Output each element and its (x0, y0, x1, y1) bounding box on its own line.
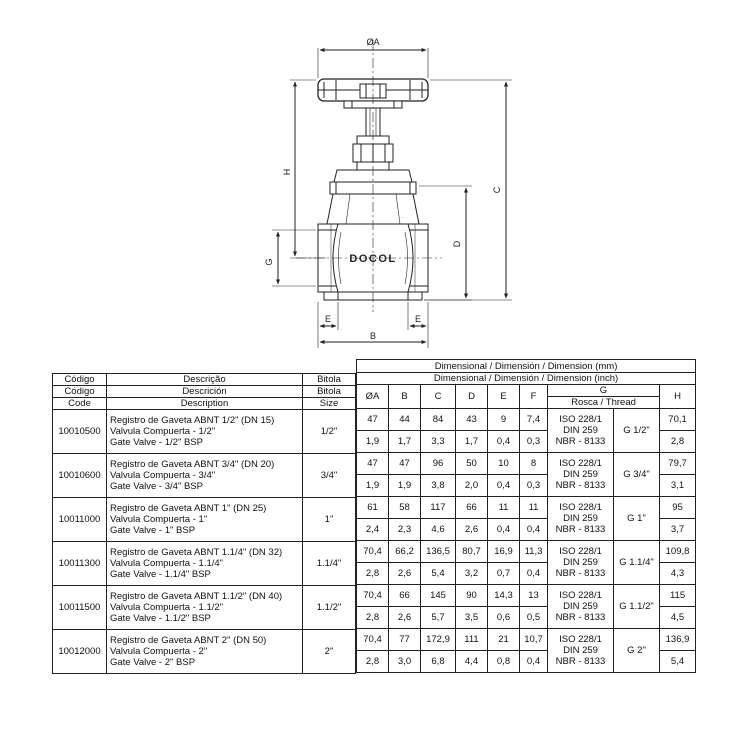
value-inch: 4,4 (456, 651, 488, 673)
description-line: Registro de Gaveta ABNT 2" (DN 50) (110, 635, 267, 646)
value-h-inch: 3,7 (660, 519, 696, 541)
value-inch: 0,4 (520, 651, 548, 673)
value-h-mm: 136,9 (660, 629, 696, 651)
thread-standard (548, 585, 614, 629)
description-line: Gate Valve - 1.1/2" BSP (110, 613, 211, 624)
value-h-inch: 4,5 (660, 607, 696, 629)
description-line: Valvula Compuerta - 1.1/2" (110, 602, 224, 613)
thread-standard-line: NBR - 8133 (555, 480, 606, 491)
thread-standard-line: ISO 228/1 (559, 458, 602, 469)
value-mm: 21 (488, 629, 520, 651)
product-info-table (52, 373, 356, 674)
product-size: 2" (303, 630, 356, 674)
thread-standard-line: DIN 259 (563, 645, 598, 656)
value-mm: 96 (421, 453, 456, 475)
product-code: 10010600 (53, 454, 107, 498)
product-code: 10011500 (53, 586, 107, 630)
product-code: 10012000 (53, 630, 107, 674)
thread-standard-line: NBR - 8133 (555, 568, 606, 579)
header-col-g: G (548, 385, 660, 397)
value-mm: 80,7 (456, 541, 488, 563)
value-inch: 3,0 (389, 651, 421, 673)
header-dimension-inch: Dimensional / Dimensión / Dimension (inch) (357, 373, 696, 385)
value-mm: 47 (389, 453, 421, 475)
value-inch: 2,8 (357, 607, 389, 629)
value-h-mm: 115 (660, 585, 696, 607)
description-line: Registro de Gaveta ABNT 1.1/2" (DN 40) (110, 591, 283, 602)
value-inch: 3,8 (421, 475, 456, 497)
product-code: 10011000 (53, 498, 107, 542)
header-col-e: E (488, 385, 520, 409)
header-col-f: F (520, 385, 548, 409)
value-h-inch: 5,4 (660, 651, 696, 673)
description-line: Valvula Compuerta - 3/4" (110, 470, 216, 481)
product-row (53, 630, 356, 674)
value-inch: 0,8 (488, 651, 520, 673)
value-mm: 9 (488, 409, 520, 431)
product-size: 1.1/4" (303, 542, 356, 586)
value-h-inch: 3,1 (660, 475, 696, 497)
value-mm: 70,4 (357, 585, 389, 607)
thread-standard-line: NBR - 8133 (555, 436, 606, 447)
thread-size: G 2" (614, 629, 660, 673)
thread-standard-line: DIN 259 (563, 513, 598, 524)
label-g: G (264, 258, 274, 266)
gate-valve-drawing (0, 0, 730, 360)
thread-standard (548, 453, 614, 497)
value-mm: 145 (421, 585, 456, 607)
value-h-mm: 79,7 (660, 453, 696, 475)
value-inch: 0,3 (520, 431, 548, 453)
product-description (107, 542, 303, 586)
thread-size: G 3/4" (614, 453, 660, 497)
dimension-row-mm (357, 541, 696, 563)
value-mm: 61 (357, 497, 389, 519)
header-thread: Rosca / Thread (548, 397, 660, 409)
product-row (53, 454, 356, 498)
header-description: Description (107, 398, 303, 410)
product-description (107, 586, 303, 630)
value-inch: 2,6 (389, 607, 421, 629)
thread-standard-line: NBR - 8133 (555, 656, 606, 667)
value-mm: 50 (456, 453, 488, 475)
value-mm: 11 (520, 497, 548, 519)
value-h-mm: 109,8 (660, 541, 696, 563)
value-mm: 11,3 (520, 541, 548, 563)
header-row-inch (357, 373, 696, 385)
header-code: Code (53, 398, 107, 410)
thread-standard (548, 629, 614, 673)
header-col-h: H (660, 385, 696, 409)
value-mm: 84 (421, 409, 456, 431)
description-line: Gate Valve - 3/4" BSP (110, 481, 203, 492)
label-dia-a: ØA (366, 37, 380, 47)
value-mm: 136,5 (421, 541, 456, 563)
thread-size: G 1" (614, 497, 660, 541)
value-inch: 0,5 (520, 607, 548, 629)
value-mm: 117 (421, 497, 456, 519)
value-inch: 1,9 (357, 431, 389, 453)
value-mm: 58 (389, 497, 421, 519)
value-mm: 13 (520, 585, 548, 607)
description-line: Registro de Gaveta ABNT 1/2" (DN 15) (110, 415, 275, 426)
value-inch: 0,3 (520, 475, 548, 497)
product-size: 1.1/2" (303, 586, 356, 630)
product-size: 1" (303, 498, 356, 542)
product-code: 10010500 (53, 410, 107, 454)
product-row (53, 542, 356, 586)
thread-standard-line: DIN 259 (563, 425, 598, 436)
left-header-row (53, 386, 356, 398)
value-inch: 3,2 (456, 563, 488, 585)
value-mm: 172,9 (421, 629, 456, 651)
value-inch: 1,9 (357, 475, 389, 497)
value-inch: 0,4 (488, 519, 520, 541)
value-mm: 43 (456, 409, 488, 431)
value-h-inch: 2,8 (660, 431, 696, 453)
thread-standard (548, 541, 614, 585)
header-row-cols (357, 385, 696, 397)
value-mm: 70,4 (357, 541, 389, 563)
thread-standard-line: DIN 259 (563, 601, 598, 612)
header-col-dia-a: ØA (357, 385, 389, 409)
value-mm: 66,2 (389, 541, 421, 563)
header-col-d: D (456, 385, 488, 409)
product-size: 1/2" (303, 410, 356, 454)
header-size: Bitola (303, 374, 356, 386)
description-line: Registro de Gaveta ABNT 1" (DN 25) (110, 503, 267, 514)
thread-standard-line: DIN 259 (563, 469, 598, 480)
value-inch: 2,3 (389, 519, 421, 541)
description-line: Gate Valve - 2" BSP (110, 657, 196, 668)
thread-standard-line: ISO 228/1 (559, 502, 602, 513)
product-description (107, 454, 303, 498)
thread-size: G 1.1/4" (614, 541, 660, 585)
thread-standard-line: DIN 259 (563, 557, 598, 568)
value-inch: 5,7 (421, 607, 456, 629)
value-mm: 14,3 (488, 585, 520, 607)
thread-standard-line: NBR - 8133 (555, 612, 606, 623)
product-description (107, 630, 303, 674)
value-inch: 3,5 (456, 607, 488, 629)
header-description: Descrição (107, 374, 303, 386)
value-inch: 0,4 (488, 431, 520, 453)
value-mm: 44 (389, 409, 421, 431)
label-e-right: E (414, 314, 422, 324)
header-col-c: C (421, 385, 456, 409)
product-row (53, 586, 356, 630)
value-mm: 11 (488, 497, 520, 519)
dimensions-table (356, 359, 696, 673)
left-header-row (53, 374, 356, 386)
thread-standard (548, 409, 614, 453)
value-inch: 2,8 (357, 563, 389, 585)
product-description (107, 410, 303, 454)
header-col-b: B (389, 385, 421, 409)
value-inch: 2,6 (456, 519, 488, 541)
value-mm: 8 (520, 453, 548, 475)
value-mm: 10 (488, 453, 520, 475)
value-inch: 2,6 (389, 563, 421, 585)
value-inch: 6,8 (421, 651, 456, 673)
value-mm: 47 (357, 409, 389, 431)
description-line: Gate Valve - 1/2" BSP (110, 437, 203, 448)
header-size: Bitola (303, 386, 356, 398)
description-line: Gate Valve - 1.1/4" BSP (110, 569, 211, 580)
dimension-row-mm (357, 629, 696, 651)
value-mm: 77 (389, 629, 421, 651)
dimension-row-mm (357, 409, 696, 431)
thread-standard-line: ISO 228/1 (559, 546, 602, 557)
header-size: Size (303, 398, 356, 410)
value-inch: 2,4 (357, 519, 389, 541)
thread-standard (548, 497, 614, 541)
value-mm: 16,9 (488, 541, 520, 563)
header-code: Código (53, 386, 107, 398)
label-d: D (452, 240, 462, 248)
value-inch: 1,7 (456, 431, 488, 453)
value-inch: 0,7 (488, 563, 520, 585)
value-inch: 2,8 (357, 651, 389, 673)
value-mm: 111 (456, 629, 488, 651)
value-inch: 0,6 (488, 607, 520, 629)
product-row (53, 410, 356, 454)
dimension-row-mm (357, 497, 696, 519)
value-h-mm: 70,1 (660, 409, 696, 431)
value-inch: 0,4 (520, 563, 548, 585)
value-h-mm: 95 (660, 497, 696, 519)
value-mm: 47 (357, 453, 389, 475)
value-mm: 7,4 (520, 409, 548, 431)
dimension-row-mm (357, 453, 696, 475)
description-line: Registro de Gaveta ABNT 1.1/4" (DN 32) (110, 547, 283, 558)
dimension-row-mm (357, 585, 696, 607)
header-row-mm (357, 360, 696, 373)
description-line: Registro de Gaveta ABNT 3/4" (DN 20) (110, 459, 275, 470)
description-line: Valvula Compuerta - 1/2" (110, 426, 216, 437)
description-line: Gate Valve - 1" BSP (110, 525, 196, 536)
value-mm: 70,4 (357, 629, 389, 651)
label-c: C (492, 186, 502, 194)
left-header-row (53, 398, 356, 410)
product-size: 3/4" (303, 454, 356, 498)
label-b: B (369, 331, 377, 341)
thread-size: G 1/2" (614, 409, 660, 453)
header-code: Código (53, 374, 107, 386)
value-inch: 1,7 (389, 431, 421, 453)
value-inch: 2,0 (456, 475, 488, 497)
thread-standard-line: ISO 228/1 (559, 590, 602, 601)
thread-standard-line: ISO 228/1 (559, 414, 602, 425)
product-description (107, 498, 303, 542)
value-h-inch: 4,3 (660, 563, 696, 585)
description-line: Valvula Compuerta - 1.1/4" (110, 558, 224, 569)
thread-size: G 1.1/2" (614, 585, 660, 629)
value-inch: 0,4 (520, 519, 548, 541)
value-inch: 3,3 (421, 431, 456, 453)
value-mm: 66 (389, 585, 421, 607)
value-inch: 5,4 (421, 563, 456, 585)
value-inch: 1,9 (389, 475, 421, 497)
brand-logo: DOCOL (349, 253, 397, 265)
value-mm: 66 (456, 497, 488, 519)
header-dimension-mm: Dimensional / Dimensión / Dimension (mm) (357, 360, 696, 373)
value-inch: 0,4 (488, 475, 520, 497)
label-h: H (282, 168, 292, 176)
value-mm: 10,7 (520, 629, 548, 651)
label-e-left: E (324, 314, 332, 324)
header-description: Descrición (107, 386, 303, 398)
value-inch: 4,6 (421, 519, 456, 541)
thread-standard-line: NBR - 8133 (555, 524, 606, 535)
value-mm: 90 (456, 585, 488, 607)
description-line: Valvula Compuerta - 2" (110, 646, 208, 657)
thread-standard-line: ISO 228/1 (559, 634, 602, 645)
description-line: Valvula Compuerta - 1" (110, 514, 208, 525)
product-row (53, 498, 356, 542)
product-code: 10011300 (53, 542, 107, 586)
